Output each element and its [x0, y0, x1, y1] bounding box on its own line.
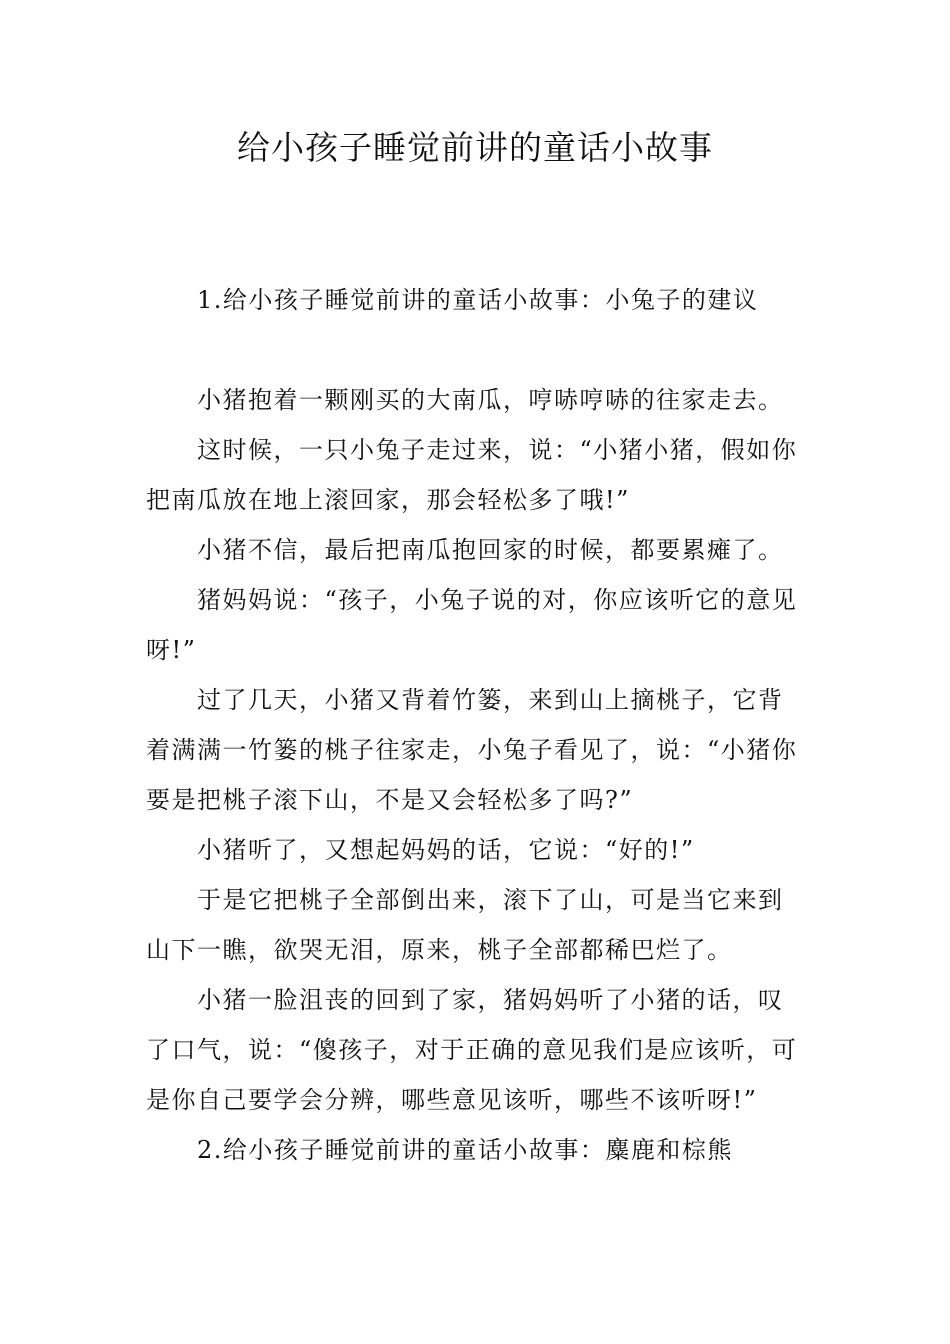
paragraph-1: 小猪抱着一颗刚买的大南瓜，哼哧哼哧的往家走去。 — [197, 386, 784, 414]
paragraph-3: 小猪不信，最后把南瓜抱回家的时候，都要累瘫了。 — [197, 536, 784, 564]
paragraph-5: 过了几天，小猪又背着竹篓，来到山上摘桃子，它背着满满一竹篓的桃子往家走，小兔子看见了，说：“小猪你要是把桃子滚下山，不是又会轻松多了吗?” — [146, 686, 798, 814]
document-title: 给小孩子睡觉前讲的童话小故事 — [237, 128, 713, 167]
paragraph-2: 这时候，一只小兔子走过来，说：“小猪小猪，假如你把南瓜放在地上滚回家，那会轻松多了哦!” — [146, 436, 798, 514]
paragraph-6: 小猪听了，又想起妈妈的话，它说：“好的!” — [197, 836, 695, 864]
paragraph-7: 于是它把桃子全部倒出来，滚下了山，可是当它来到山下一瞧，欲哭无泪，原来，桃子全部都稀巴烂了。 — [146, 886, 784, 964]
paragraph-8: 小猪一脸沮丧的回到了家，猪妈妈听了小猪的话，叹了口气，说：“傻孩子，对于正确的意见我们是应该听，可是你自己要学会分辨，哪些意见该听，哪些不该听呀!” — [146, 986, 798, 1114]
document-body — [146, 275, 806, 1175]
paragraph-4: 猪妈妈说：“孩子，小兔子说的对，你应该听它的意见呀!” — [146, 586, 798, 664]
section-heading-1: 1.给小孩子睡觉前讲的童话小故事：小兔子的建议 — [197, 286, 759, 314]
section-heading-2: 2.给小孩子睡觉前讲的童话小故事：麋鹿和棕熊 — [197, 1136, 733, 1164]
